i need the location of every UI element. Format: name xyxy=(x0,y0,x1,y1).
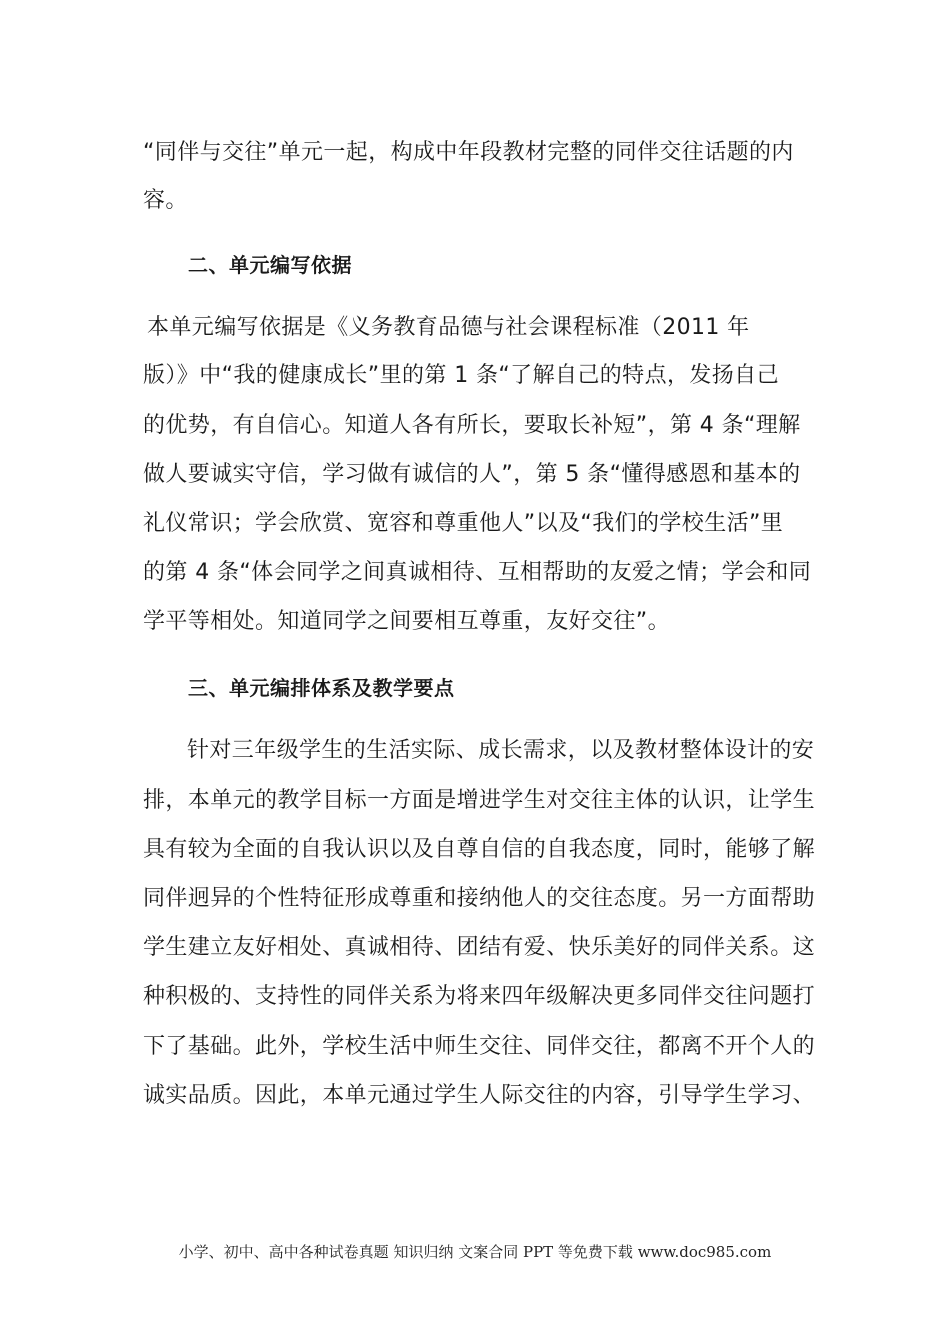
section2-line-3: 的优势，有自信心。知道人各有所长，要取长补短”，第 4 条“理解 xyxy=(143,413,801,438)
page-footer: 小学、初中、高中各种试卷真题 知识归纳 文案合同 PPT 等免费下载 www.doc985.com xyxy=(178,1243,772,1261)
section3-line-5: 学生建立友好相处、真诚相待、团结有爱、快乐美好的同伴关系。这 xyxy=(143,935,816,960)
section2-line-1: 本单元编写依据是《义务教育品德与社会课程标准（2011 年 xyxy=(147,315,750,340)
section3-line-8: 诚实品质。因此，本单元通过学生人际交往的内容，引导学生学习、 xyxy=(143,1083,816,1108)
intro-line-2: 容。 xyxy=(143,188,188,213)
section2-line-5: 礼仪常识；学会欣赏、宽容和尊重他人”以及“我们的学校生活”里 xyxy=(143,511,784,536)
section2-line-7: 学平等相处。知道同学之间要相互尊重，友好交往”。 xyxy=(143,609,670,634)
section2-heading: 二、单元编写依据 xyxy=(188,253,352,277)
section3-line-1: 针对三年级学生的生活实际、成长需求，以及教材整体设计的安 xyxy=(187,738,815,763)
section2-line-2: 版）》中“我的健康成长”里的第 1 条“了解自己的特点，发扬自己 xyxy=(143,363,779,388)
section3-line-2: 排，本单元的教学目标一方面是增进学生对交往主体的认识，让学生 xyxy=(143,788,816,813)
section3-line-6: 种积极的、支持性的同伴关系为将来四年级解决更多同伴交往问题打 xyxy=(143,984,816,1009)
section3-line-4: 同伴迥异的个性特征形成尊重和接纳他人的交往态度。另一方面帮助 xyxy=(143,886,816,911)
section3-heading: 三、单元编排体系及教学要点 xyxy=(188,676,455,700)
section3-line-3: 具有较为全面的自我认识以及自尊自信的自我态度，同时，能够了解 xyxy=(143,837,816,862)
section2-line-4: 做人要诚实守信，学习做有诚信的人”，第 5 条“懂得感恩和基本的 xyxy=(143,462,801,487)
section3-line-7: 下了基础。此外，学校生活中师生交往、同伴交往，都离不开个人的 xyxy=(143,1034,816,1059)
intro-line-1: “同伴与交往”单元一起，构成中年段教材完整的同伴交往话题的内 xyxy=(143,140,794,165)
section2-line-6: 的第 4 条“体会同学之间真诚相待、互相帮助的友爱之情；学会和同 xyxy=(143,560,812,585)
